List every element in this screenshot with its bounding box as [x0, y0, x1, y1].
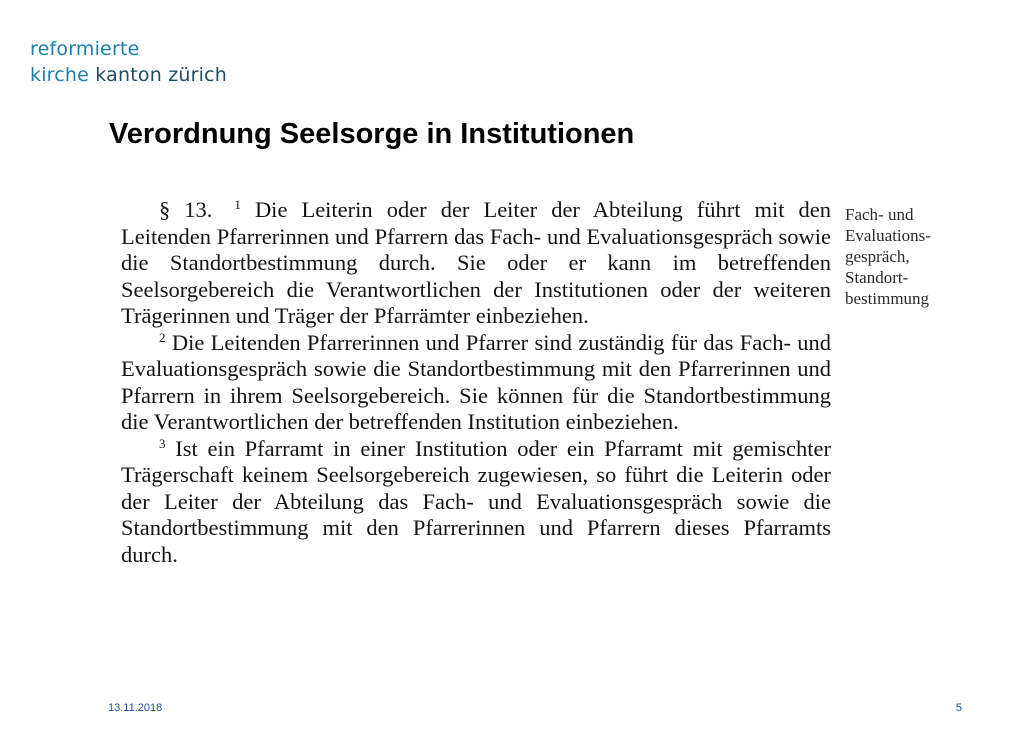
- logo-line-2: [30, 62, 227, 88]
- page-number: 5: [955, 702, 962, 714]
- church-logo: [30, 36, 227, 88]
- paragraph-text-2: Die Leitenden Pfarrerinnen und Pfarrer sind zuständig für das Fach- und Evaluationsgespräch sowie die Standortbestimmung mit den Pfarrerinnen und Pfarrern in ihrem Seelsorgebereich. Sie können für die Standortbestimmung die Verantwortlichen der betreffenden Institution einbeziehen.: [121, 329, 832, 434]
- margin-note-line: gespräch,: [845, 247, 910, 266]
- paragraph-3: [121, 436, 831, 569]
- margin-note-line: bestimmung: [845, 289, 930, 308]
- paragraph-1: [121, 197, 831, 330]
- paragraph-text-3: Ist ein Pfarramt in einer Institution oder ein Pfarramt mit gemischter Trägerschaft keinem Seelsorgebereich zugewiesen, so führt die Leiterin oder der Leiter der Abteilung das Fach- und Evaluationsgespräch sowie die Standortbestimmung mit den Pfarrerinnen und Pfarrern dieses Pfarramts durch.: [121, 435, 832, 567]
- logo-line-1: reformierte: [30, 38, 140, 60]
- regulation-excerpt: [121, 197, 831, 568]
- slide-title: Verordnung Seelsorge in Institutionen: [109, 118, 635, 150]
- paragraph-number-1: 1: [234, 197, 241, 212]
- footer-date: 13.11.2018: [108, 702, 163, 714]
- section-number: § 13.: [159, 197, 213, 222]
- paragraph-text-1: Die Leiterin oder der Leiter der Abteilung führt mit den Leitenden Pfarrerinnen und Pfarrern das Fach- und Evaluationsgespräch sowie die Standortbestimmung durch. Sie oder er kann im betreffenden Seelsorgebereich die Verantwortlichen der Institutionen oder der weiteren Trägerinnen und Träger der Pfarrämter einbeziehen.: [121, 197, 832, 328]
- paragraph-2: [121, 330, 831, 436]
- paragraph-number-2: 2: [159, 329, 166, 345]
- margin-note-line: Standort-: [845, 268, 909, 287]
- margin-note: [845, 204, 965, 309]
- logo-word-kanton: kanton zürich: [89, 64, 228, 86]
- margin-note-line: Fach- und: [845, 205, 914, 224]
- paragraph-number-3: 3: [159, 435, 166, 451]
- margin-note-line: Evaluations-: [845, 226, 931, 245]
- logo-word-kirche: kirche: [30, 64, 90, 86]
